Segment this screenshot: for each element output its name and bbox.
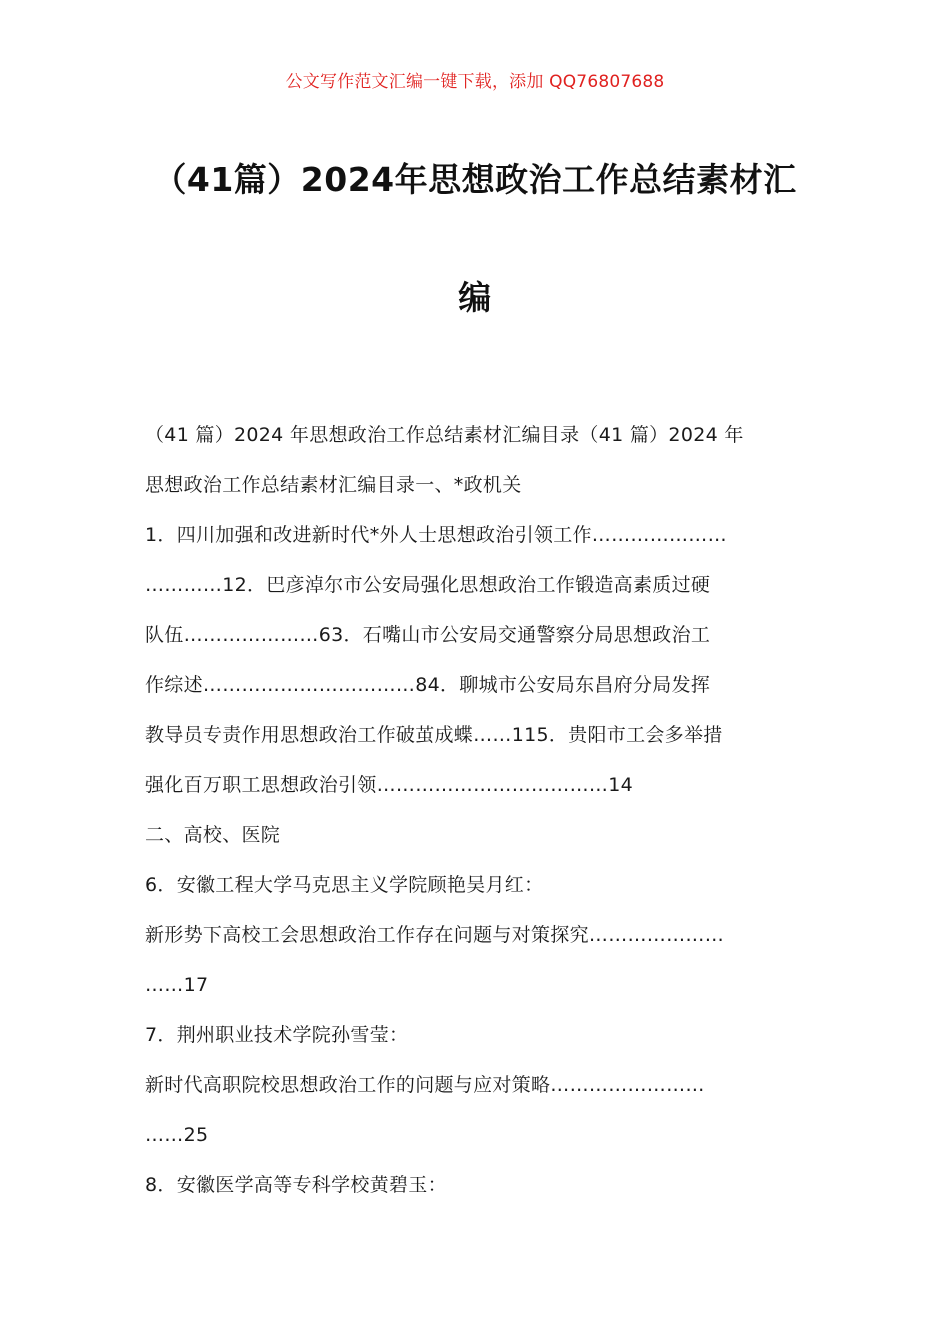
toc-entry-line: …………12．巴彦淖尔市公安局强化思想政治工作锻造高素质过硬 <box>145 574 711 596</box>
document-title-line-2: 编 <box>458 278 492 317</box>
toc-entry-line: 7．荆州职业技术学院孙雪莹： <box>145 1024 409 1046</box>
toc-intro-line: （41 篇）2024 年思想政治工作总结素材汇编目录（41 篇）2024 年 <box>145 424 744 446</box>
toc-entry-line: 6．安徽工程大学马克思主义学院顾艳吴月红： <box>145 874 544 896</box>
toc-entry-line: 1．四川加强和改进新时代*外人士思想政治引领工作………………… <box>145 524 727 546</box>
toc-entry-page-line: ……17 <box>145 974 209 996</box>
toc-entry-line: 8．安徽医学高等专科学校黄碧玉： <box>145 1174 447 1196</box>
document-title-line-1: （41篇）2024年思想政治工作总结素材汇 <box>153 160 797 199</box>
toc-intro-line: 思想政治工作总结素材汇编目录一、*政机关 <box>145 474 522 496</box>
toc-entry-line: 队伍…………………63．石嘴山市公安局交通警察分局思想政治工 <box>145 624 711 646</box>
toc-entry-line: 教导员专责作用思想政治工作破茧成蝶……115．贵阳市工会多举措 <box>145 724 723 746</box>
watermark-banner: 公文写作范文汇编一键下载，添加 QQ76807688 <box>285 72 665 92</box>
table-of-contents <box>145 410 810 1210</box>
toc-entry-line: 作综述……………………………84．聊城市公安局东昌府分局发挥 <box>145 674 711 696</box>
toc-entry-line: 强化百万职工思想政治引领………………………………14 <box>145 774 633 796</box>
toc-entry-line: 新形势下高校工会思想政治工作存在问题与对策探究………………… <box>145 924 725 946</box>
toc-entry-page-line: ……25 <box>145 1124 209 1146</box>
toc-section-heading: 二、高校、医院 <box>145 824 281 846</box>
toc-entry-line: 新时代高职院校思想政治工作的问题与应对策略…………………… <box>145 1074 705 1096</box>
